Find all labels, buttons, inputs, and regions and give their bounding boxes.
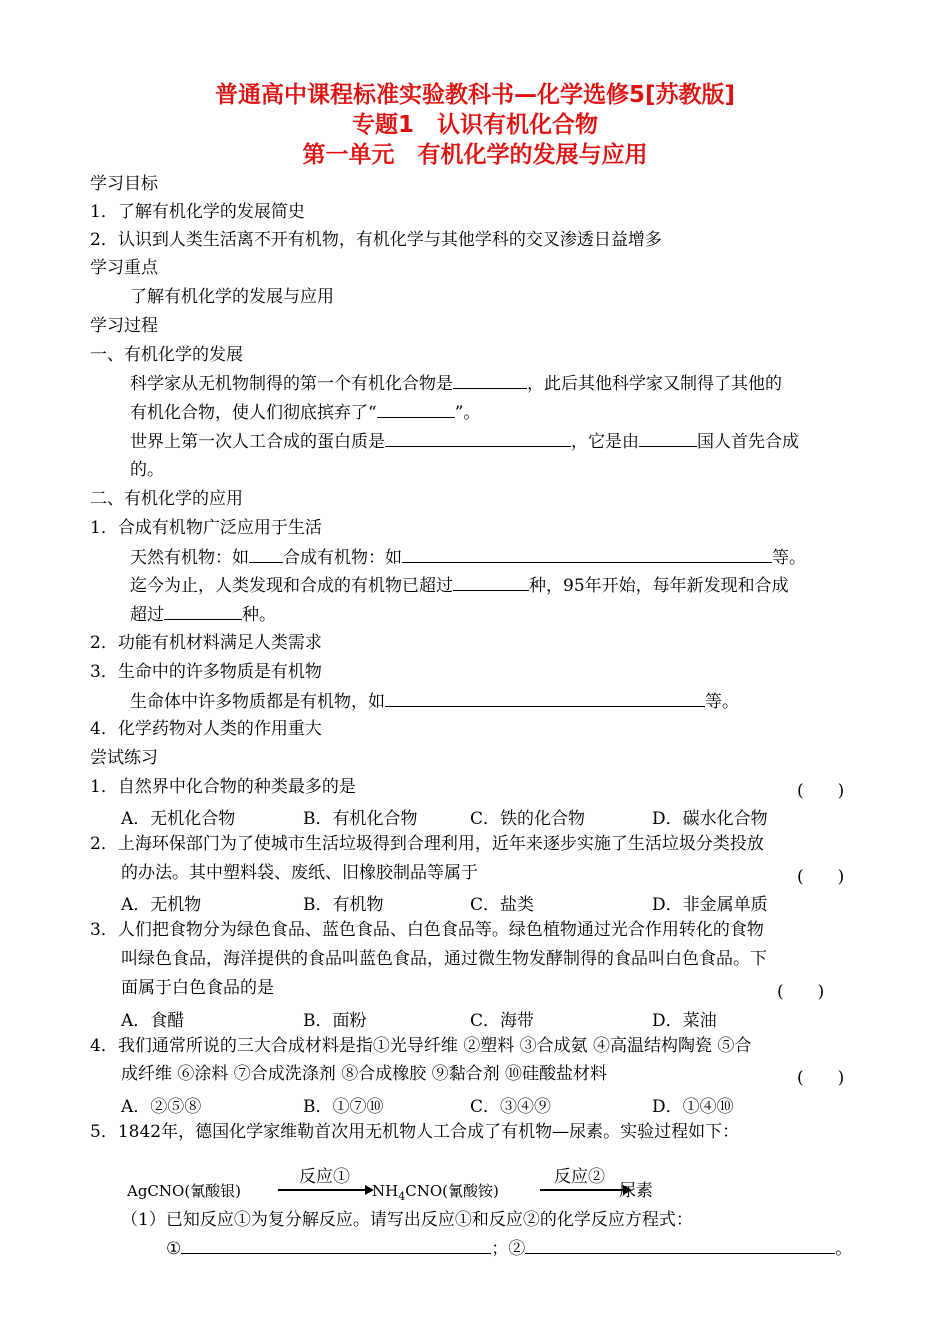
fill-blank[interactable] [377,401,455,418]
reaction-2-label: 反应② [554,1167,605,1187]
q4-option-a[interactable]: A．②⑤⑧ [121,1097,202,1117]
process-heading: 学习过程 [90,316,158,336]
main-title: 普通高中课程标准实验教科书—化学选修5[苏教版] [214,82,736,108]
s1-text-g: 种。 [242,605,276,625]
s1-text-e: 种，95年开始，每年新发现和合成 [529,576,789,596]
fill-blank[interactable] [453,574,529,591]
question-3-line-3: 面属于白色食品的是 [121,978,274,998]
fill-blank[interactable] [639,430,697,447]
q1-option-d[interactable]: D．碳水化合物 [652,809,768,829]
nh4cno-prefix: NH [372,1182,399,1200]
fill-blank[interactable] [385,690,705,707]
subsection-1-line-1 [130,546,806,569]
question-3-line-1: 3．人们把食物分为绿色食品、蓝色食品、白色食品等。绿色植物通过光合作用转化的食物 [90,920,764,940]
intermediate-nh4cno [372,1180,499,1208]
q1-option-c[interactable]: C．铁的化合物 [470,809,586,829]
focus-heading: 学习重点 [90,258,158,278]
p1-text-c: 有机化合物，使人们彻底摈弃了“ [130,403,377,423]
s1-text-a: 天然有机物：如 [130,548,249,568]
p2-text-d: 的。 [130,460,164,480]
p2-text-b: ，它是由 [571,432,639,452]
question-4-line-1: 4．我们通常所说的三大合成材料是指①光导纤维 ②塑料 ③合成氨 ④高温结构陶瓷 ⑤合 [90,1036,752,1056]
s3-text-a: 生命体中许多物质都是有机物，如 [130,692,385,712]
q2-option-b[interactable]: B．有机物 [303,895,384,915]
question-5: 5．1842年，德国化学家维勒首次用无机物人工合成了有机物—尿素。实验过程如下： [90,1122,740,1142]
question-5-part-1: （1）已知反应①为复分解反应。请写出反应①和反应②的化学反应方程式： [121,1210,693,1230]
q3-option-d[interactable]: D．菜油 [652,1011,717,1031]
s1-text-b: 合成有机物：如 [283,548,402,568]
reaction-2-arrow [540,1189,630,1191]
s3-text-b: 等。 [705,692,739,712]
q2-option-c[interactable]: C．盐类 [470,895,535,915]
goal-item-2: 2．认识到人类生活离不开有机物，有机化学与其他学科的交叉渗透日益增多 [90,230,662,250]
reaction-1-arrow [278,1189,372,1191]
subsection-4: 4．化学药物对人类的作用重大 [90,719,322,739]
subsection-1-line-3 [130,603,276,626]
equation-end: 。 [835,1239,853,1259]
subsection-1-line-2 [130,574,789,597]
question-2-line-1: 2．上海环保部门为了使城市生活垃圾得到合理利用，近年来逐步实施了生活垃圾分类投放 [90,834,764,854]
answer-paren[interactable]: ( ) [797,1068,845,1088]
reaction-1-label: 反应① [299,1167,350,1187]
section-1-heading: 一、有机化学的发展 [90,345,243,365]
fill-blank[interactable] [164,603,242,620]
q1-option-a[interactable]: A．无机化合物 [121,809,236,829]
s1-text-f: 超过 [130,605,164,625]
question-4-line-2: 成纤维 ⑥涂料 ⑦合成洗涤剂 ⑧合成橡胶 ⑨黏合剂 ⑩硅酸盐材料 [121,1064,608,1084]
goal-item-1: 1．了解有机化学的发展简史 [90,202,305,222]
equation-1-blank[interactable] [181,1237,491,1254]
subsection-2: 2．功能有机材料满足人类需求 [90,633,322,653]
fill-blank[interactable] [249,546,283,563]
p2-text-c: 国人首先合成 [697,432,799,452]
q2-option-a[interactable]: A．无机物 [121,895,202,915]
fill-blank[interactable] [385,430,571,447]
topic-title: 专题1 认识有机化合物 [351,112,598,138]
goals-heading: 学习目标 [90,174,158,194]
nh4cno-suffix: CNO(氰酸铵) [405,1182,499,1200]
answer-paren[interactable]: ( ) [777,982,825,1002]
question-1: 1．自然界中化合物的种类最多的是 [90,777,356,797]
s1-text-d: 迄今为止，人类发现和合成的有机物已超过 [130,576,453,596]
focus-text: 了解有机化学的发展与应用 [130,287,334,307]
title-block [0,80,950,170]
nh4cno-subscript: 4 [398,1190,406,1203]
product-urea: 尿素 [619,1181,653,1201]
question-3-line-2: 叫绿色食品，海洋提供的食品叫蓝色食品，通过微生物发酵制得的食品叫白色食品。下 [121,949,767,969]
subsection-3-line-1 [130,690,739,713]
q4-option-c[interactable]: C．③④⑨ [470,1097,552,1117]
q4-option-b[interactable]: B．①⑦⑩ [303,1097,384,1117]
equation-2-blank[interactable] [525,1237,835,1254]
question-2-line-2: 的办法。其中塑料袋、废纸、旧橡胶制品等属于 [121,863,478,883]
paragraph-1-line-2 [130,401,480,424]
q1-option-b[interactable]: B．有机化合物 [303,809,418,829]
section-2-heading: 二、有机化学的应用 [90,489,243,509]
p2-text-a: 世界上第一次人工合成的蛋白质是 [130,432,385,452]
answer-paren[interactable]: ( ) [797,781,845,801]
p1-text-d: ”。 [454,403,481,423]
reactant-agcno: AgCNO(氰酸银) [127,1182,242,1200]
practice-heading: 尝试练习 [90,748,158,768]
equation-1-marker: ① [166,1239,182,1259]
q4-option-d[interactable]: D．①④⑩ [652,1097,734,1117]
equation-separator: ；② [491,1239,526,1259]
p1-text-b: ，此后其他科学家又制得了其他的 [527,374,782,394]
p1-text-a: 科学家从无机物制得的第一个有机化合物是 [130,374,453,394]
paragraph-2-line-1 [130,430,799,453]
fill-blank[interactable] [402,546,772,563]
q3-option-b[interactable]: B．面粉 [303,1011,367,1031]
q3-option-a[interactable]: A．食醋 [121,1011,185,1031]
s1-text-c: 等。 [772,548,806,568]
q3-option-c[interactable]: C．海带 [470,1011,535,1031]
subsection-3: 3．生命中的许多物质是有机物 [90,662,322,682]
fill-blank[interactable] [453,372,527,389]
equation-answer-line [166,1237,852,1260]
answer-paren[interactable]: ( ) [797,867,845,887]
paragraph-1-line-1 [130,372,782,395]
unit-title: 第一单元 有机化学的发展与应用 [302,142,648,168]
subsection-1: 1．合成有机物广泛应用于生活 [90,518,322,538]
q2-option-d[interactable]: D．非金属单质 [652,895,768,915]
